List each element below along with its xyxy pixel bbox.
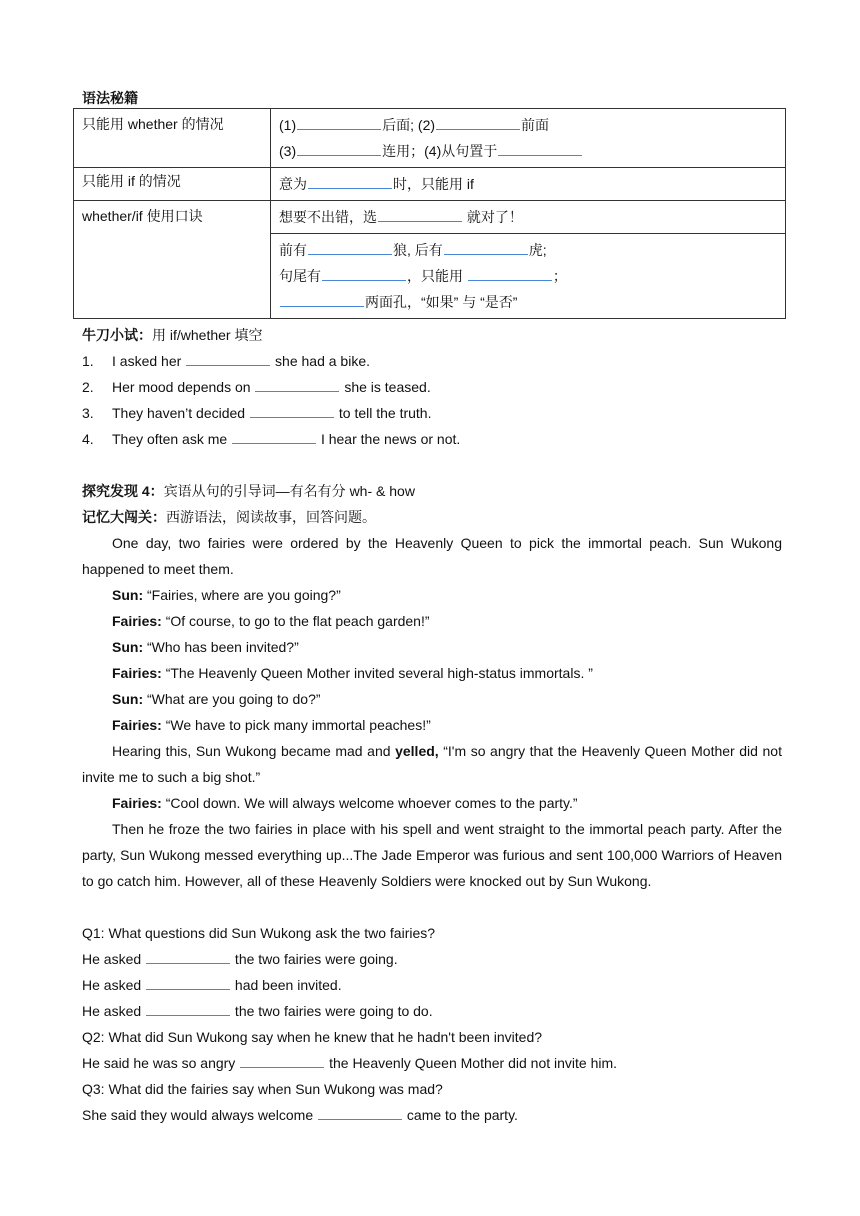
blank[interactable] xyxy=(318,1105,402,1120)
memory-heading: 记忆大闯关：西游语法，阅读故事，回答问题。 xyxy=(82,509,376,525)
row-label: 只能用 if 的情况 xyxy=(74,168,271,201)
list-item: 1. I asked her she had a bike. xyxy=(82,353,371,369)
answer-line: He said he was so angry the Heavenly Queen Mother did not invite him. xyxy=(82,1055,618,1071)
blank[interactable] xyxy=(255,377,339,392)
blank[interactable] xyxy=(322,266,406,281)
answer-line: He asked the two fairies were going. xyxy=(82,951,398,967)
blank[interactable] xyxy=(250,403,334,418)
blank[interactable] xyxy=(146,949,230,964)
blank[interactable] xyxy=(297,141,381,156)
story-paragraph: One day, two fairies were ordered by the Heavenly Queen to pick the immortal peach. Sun Wukong happened to meet them. xyxy=(82,535,782,577)
test-heading: 牛刀小试：用 if/whether 填空 xyxy=(82,327,263,343)
dialog-line: Sun: “What are you going to do?” xyxy=(112,691,321,707)
table-row: whether/if 使用口诀 想要不出错，选 就对了！ xyxy=(74,201,786,234)
answer-line: He asked had been invited. xyxy=(82,977,342,993)
blank[interactable] xyxy=(146,1001,230,1016)
question-text: Q3: What did the fairies say when Sun Wukong was mad? xyxy=(82,1081,443,1097)
blank[interactable] xyxy=(186,351,270,366)
row-label: 只能用 whether 的情况 xyxy=(74,109,271,168)
row-label: whether/if 使用口诀 xyxy=(74,201,271,319)
blank[interactable] xyxy=(498,141,582,156)
grammar-table xyxy=(73,108,786,319)
list-item: 4. They often ask me I hear the news or not. xyxy=(82,431,461,447)
blank[interactable] xyxy=(240,1053,324,1068)
blank[interactable] xyxy=(146,975,230,990)
blank[interactable] xyxy=(444,240,528,255)
dialog-line: Fairies: “The Heavenly Queen Mother invited several high-status immortals. ” xyxy=(112,665,593,681)
dialog-line: Fairies: “Cool down. We will always welcome whoever comes to the party.” xyxy=(112,795,578,811)
table-row: 只能用 whether 的情况 (1) 后面; (2) 前面 (3) 连用；(4)从句置于 xyxy=(74,109,786,168)
dialog-line: Fairies: “We have to pick many immortal peaches!” xyxy=(112,717,431,733)
blank[interactable] xyxy=(232,429,316,444)
dialog-line: Sun: “Fairies, where are you going?” xyxy=(112,587,341,603)
dialog-line: Fairies: “Of course, to go to the flat peach garden!” xyxy=(112,613,430,629)
table-row: 只能用 if 的情况 意为 时，只能用 if xyxy=(74,168,786,201)
blank[interactable] xyxy=(436,115,520,130)
list-item: 2. Her mood depends on she is teased. xyxy=(82,379,431,395)
blank[interactable] xyxy=(468,266,552,281)
question-text: Q1: What questions did Sun Wukong ask the two fairies? xyxy=(82,925,436,941)
blank[interactable] xyxy=(280,292,364,307)
table-row: 前有 狼, 后有 虎; 句尾有 ，只能用 ； 两面孔，“如果” 与 “是否” xyxy=(74,234,786,319)
blank[interactable] xyxy=(297,115,381,130)
story-paragraph: Hearing this, Sun Wukong became mad and yelled, “I'm so angry that the Heavenly Queen Mother did not invite me to such a big shot.” xyxy=(82,743,782,785)
dialog-line: Sun: “Who has been invited?” xyxy=(112,639,299,655)
question-text: Q2: What did Sun Wukong say when he knew that he hadn't been invited? xyxy=(82,1029,543,1045)
answer-line: She said they would always welcome came to the party. xyxy=(82,1107,518,1123)
list-item: 3. They haven’t decided to tell the truth. xyxy=(82,405,432,421)
blank[interactable] xyxy=(308,174,392,189)
blank[interactable] xyxy=(308,240,392,255)
explore-heading: 探究发现 4：宾语从句的引导词—有名有分 wh- & how xyxy=(82,483,415,499)
grammar-title: 语法秘籍 xyxy=(82,90,138,106)
story-paragraph: Then he froze the two fairies in place with his spell and went straight to the immortal peach party. After the party, Sun Wukong messed everything up...The Jade Emperor was furious and sent 100,000 Warriors of Heaven to go catch him. However, all of these Heavenly Soldiers were knocked out by Sun Wukong. xyxy=(82,821,782,889)
answer-line: He asked the two fairies were going to do. xyxy=(82,1003,433,1019)
blank[interactable] xyxy=(378,207,462,222)
